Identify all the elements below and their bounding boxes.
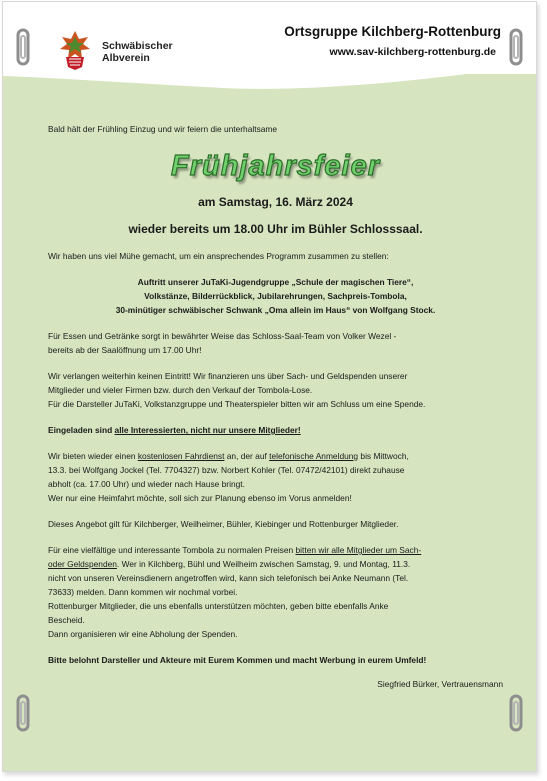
closing-line: Bitte belohnt Darsteller und Akteure mit Eurem Kommen und macht Werbung in eurem Umfeld! [48,655,427,665]
transport-underlined: telefonische Anmeldung [269,451,359,461]
tombola-line [48,557,503,571]
invite-paragraph [48,423,503,437]
org-name-line2: Albverein [102,52,150,64]
flyer-page [2,1,537,772]
intro-text: Bald hält der Frühling Einzug und wir feiern die unterhaltsame [48,124,278,134]
event-title: Frühjahrsfeier [171,150,380,182]
tombola-text: Für eine vielfältige und interessante Tombola zu normalen Preisen [48,545,296,555]
donations-line: Wir verlangen weiterhin keinen Eintritt! Wir finanzieren uns über Sach- und Geldspenden unserer [48,371,408,381]
paper-clip-icon [508,28,524,66]
transport-line: abholt (ca. 17.00 Uhr) und wieder nach Hause bringt. [48,479,245,489]
transport-text: bis Mittwoch, [358,451,409,461]
tombola-line: Dann organisieren wir eine Abholung der Spenden. [48,629,238,639]
tombola-line [48,543,503,557]
tombola-underlined: oder Geldspenden [48,559,117,569]
donations-line: Mitglieder und vieler Firmen bzw. durch den Verkauf der Tombola-Lose. [48,385,313,395]
tombola-text: . Wer in Kilchberg, Bühl und Weilheim zwischen Samstag, 9. und Montag, 11.3. [116,559,411,569]
transport-line: 13.3. bei Wolfgang Jockel (Tel. 7704327) bzw. Norbert Kohler (Tel. 07472/42101) direkt zuhause [48,465,405,475]
tombola-underlined: bitten wir alle Mitglieder um Sach- [295,545,422,555]
transport-text: an, der auf [224,451,270,461]
event-time-location: wieder bereits um 18.00 Uhr im Bühler Schlosssaal. [128,222,423,236]
flyer-content [48,122,503,691]
header-url[interactable]: www.sav-kilchberg-rottenburg.de [329,46,496,58]
program-item: Auftritt unserer JuTaKi-Jugendgruppe „Schule der magischen Tiere“, [137,277,414,287]
paper-clip-icon [508,694,524,732]
tombola-paragraph [48,543,503,641]
transport-text: Wir bieten wieder einen [48,451,138,461]
tombola-line: 73633) melden. Dann kommen wir nochmal vorbei. [48,587,238,597]
transport-underlined: kostenlosen Fahrdienst [137,451,225,461]
food-line: Für Essen und Getränke sorgt in bewährter Weise das Schloss-Saal-Team von Volker Wezel - [48,331,397,341]
header-title: Ortsgruppe Kilchberg-Rottenburg [284,24,501,39]
paper-clip-icon [15,28,31,66]
transport-line [48,449,503,463]
org-name-line1: Schwäbischer [102,40,173,52]
transport-line: Wer nur eine Heimfahrt möchte, soll sich zur Planung ebenso im Vorus anmelden! [48,493,352,503]
tombola-line: nicht von unseren Vereinsdienern angetroffen wird, kann sich telefonisch bei Anke Neumann (Tel. [48,573,409,583]
albverein-logo-icon [58,29,92,71]
offer-paragraph: Dieses Angebot gilt für Kilchberger, Weilheimer, Bühler, Kiebinger und Rottenburger Mitglieder. [48,519,399,529]
program-item: Volkstänze, Bilderrückblick, Jubilarehrungen, Sachpreis-Tombola, [144,291,407,301]
food-paragraph [48,329,503,357]
signature: Siegfried Bürker, Vertrauensmann [377,679,503,689]
transport-paragraph [48,449,503,505]
food-line: bereits ab der Saalöffnung um 17.00 Uhr! [48,345,202,355]
event-date: am Samstag, 16. März 2024 [198,195,353,209]
program-item: 30-minütiger schwäbischer Schwank „Oma allein im Haus“ von Wolfgang Stock. [115,305,436,315]
donations-line: Für die Darsteller JuTaKi, Volkstanzgruppe und Theaterspieler bitten wir am Schluss um eine Spende. [48,399,426,409]
invite-underlined: alle Interessierten, nicht nur unsere Mitglieder! [114,425,301,435]
program-list [48,275,503,317]
tombola-line: Rottenburger Mitglieder, die uns ebenfalls unterstützen möchten, geben bitte ebenfalls Anke [48,601,389,611]
invite-prefix: Eingeladen sind [48,425,115,435]
paper-clip-icon [15,694,31,732]
donations-paragraph [48,369,503,411]
tombola-line: Bescheid. [48,615,85,625]
program-intro: Wir haben uns viel Mühe gemacht, um ein ansprechendes Programm zusammen zu stellen: [48,251,389,261]
